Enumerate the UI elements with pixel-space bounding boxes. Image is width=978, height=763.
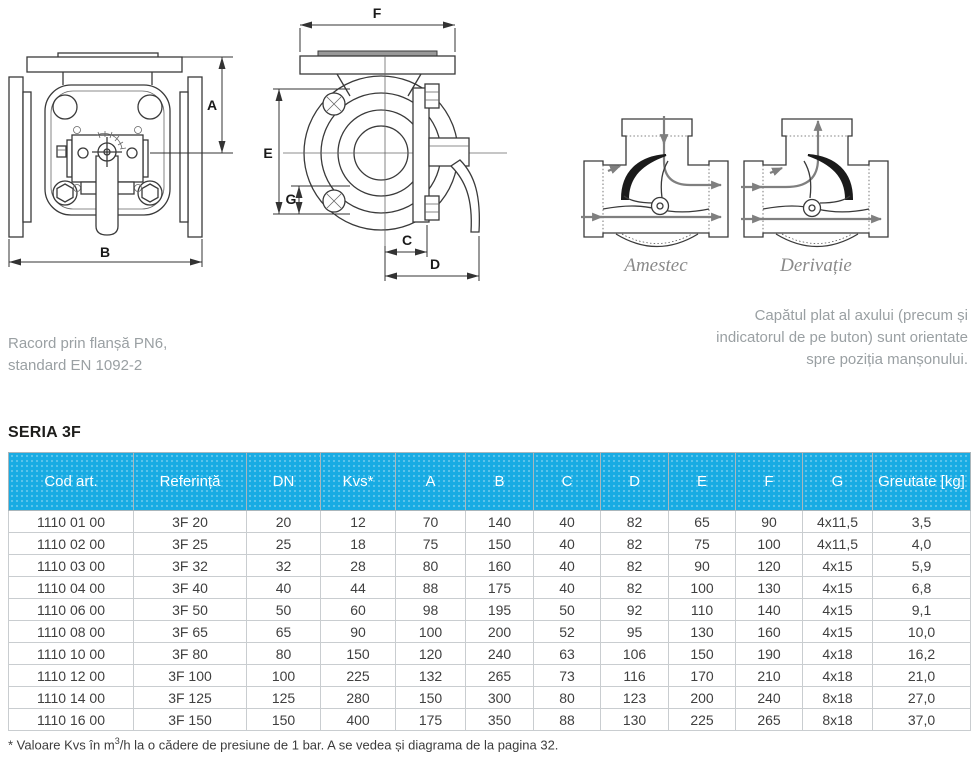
- table-cell: 52: [534, 621, 601, 643]
- table-cell: 150: [321, 643, 396, 665]
- table-cell: 1110 14 00: [9, 687, 134, 709]
- table-cell: 8x18: [803, 687, 873, 709]
- flange-note-line2: standard EN 1092-2: [8, 356, 143, 374]
- table-cell: 92: [601, 599, 669, 621]
- column-header: D: [601, 453, 669, 511]
- table-cell: 80: [534, 687, 601, 709]
- table-cell: 120: [396, 643, 466, 665]
- table-cell: 50: [534, 599, 601, 621]
- table-cell: 32: [247, 555, 321, 577]
- table-cell: 120: [736, 555, 803, 577]
- table-cell: 60: [321, 599, 396, 621]
- table-body: [9, 511, 971, 731]
- side-view-drawing: [255, 0, 535, 292]
- table-cell: 140: [466, 511, 534, 533]
- table-cell: 280: [321, 687, 396, 709]
- table-cell: 70: [396, 511, 466, 533]
- front-view-drawing: [5, 10, 240, 272]
- table-cell: 90: [321, 621, 396, 643]
- flow-label-diverting: Derivație: [780, 255, 852, 276]
- flow-diagram-mixing: [580, 113, 732, 257]
- table-cell: 40: [534, 577, 601, 599]
- table-cell: 130: [601, 709, 669, 731]
- table-cell: 88: [534, 709, 601, 731]
- top-plate: [27, 57, 182, 72]
- table-cell: 10,0: [873, 621, 971, 643]
- table-cell: 106: [601, 643, 669, 665]
- column-header: Cod art.: [9, 453, 134, 511]
- bolt-hole: [323, 190, 345, 212]
- table-cell: 18: [321, 533, 396, 555]
- column-header: Referință: [134, 453, 247, 511]
- table-cell: 4x15: [803, 555, 873, 577]
- table-cell: 88: [396, 577, 466, 599]
- table-cell: 80: [396, 555, 466, 577]
- dim-label-g: G: [285, 191, 297, 207]
- table-cell: 200: [669, 687, 736, 709]
- table-cell: 28: [321, 555, 396, 577]
- bolt-hole: [323, 93, 345, 115]
- table-cell: 40: [534, 511, 601, 533]
- table-cell: 265: [466, 665, 534, 687]
- flange-note: [8, 333, 308, 377]
- table-cell: 190: [736, 643, 803, 665]
- table-cell: 130: [669, 621, 736, 643]
- table-cell: 160: [466, 555, 534, 577]
- table-cell: 4x15: [803, 621, 873, 643]
- table-cell: 1110 04 00: [9, 577, 134, 599]
- table-cell: 9,1: [873, 599, 971, 621]
- table-cell: 50: [247, 599, 321, 621]
- table-row: [9, 533, 971, 555]
- right-flange: [188, 77, 202, 237]
- dim-label-a: A: [206, 97, 218, 113]
- side-handle: [451, 160, 479, 232]
- table-cell: 1110 06 00: [9, 599, 134, 621]
- table-cell: 400: [321, 709, 396, 731]
- table-cell: 3F 125: [134, 687, 247, 709]
- table-cell: 98: [396, 599, 466, 621]
- table-cell: 20: [247, 511, 321, 533]
- table-cell: 21,0: [873, 665, 971, 687]
- table-cell: 90: [736, 511, 803, 533]
- flange-gasket: [318, 51, 437, 56]
- table-cell: 195: [466, 599, 534, 621]
- table-row: [9, 621, 971, 643]
- table-row: [9, 687, 971, 709]
- table-cell: 1110 03 00: [9, 555, 134, 577]
- table-cell: 27,0: [873, 687, 971, 709]
- table-cell: 300: [466, 687, 534, 709]
- rotor-pivot: [652, 198, 669, 215]
- valve-handle: [96, 156, 118, 235]
- table-cell: 150: [247, 709, 321, 731]
- table-cell: 175: [466, 577, 534, 599]
- section-title: SERIA 3F: [8, 424, 82, 441]
- table-cell: 225: [321, 665, 396, 687]
- table-row: [9, 577, 971, 599]
- table-cell: 25: [247, 533, 321, 555]
- table-row: [9, 643, 971, 665]
- table-cell: 100: [247, 665, 321, 687]
- table-cell: 82: [601, 577, 669, 599]
- flange-note-line1: Racord prin flanșă PN6,: [8, 335, 168, 352]
- dim-label-b: B: [99, 244, 111, 260]
- table-cell: 65: [247, 621, 321, 643]
- table-cell: 65: [669, 511, 736, 533]
- table-cell: 40: [247, 577, 321, 599]
- column-header: A: [396, 453, 466, 511]
- table-cell: 73: [534, 665, 601, 687]
- table-cell: 80: [247, 643, 321, 665]
- table-row: [9, 709, 971, 731]
- footnote: [8, 736, 558, 752]
- table-cell: 100: [396, 621, 466, 643]
- table-cell: 150: [466, 533, 534, 555]
- table-cell: 82: [601, 533, 669, 555]
- table-cell: 110: [669, 599, 736, 621]
- table-cell: 150: [669, 643, 736, 665]
- table-cell: 75: [669, 533, 736, 555]
- table-row: [9, 555, 971, 577]
- table-cell: 3F 40: [134, 577, 247, 599]
- table-row: [9, 665, 971, 687]
- table-cell: 3F 100: [134, 665, 247, 687]
- table-cell: 16,2: [873, 643, 971, 665]
- table-cell: 3F 25: [134, 533, 247, 555]
- column-header: Greutate [kg]: [873, 453, 971, 511]
- table-cell: 125: [247, 687, 321, 709]
- table-cell: 150: [396, 687, 466, 709]
- dim-label-e: E: [263, 145, 273, 161]
- column-header: C: [534, 453, 601, 511]
- table-cell: 175: [396, 709, 466, 731]
- table-cell: 240: [466, 643, 534, 665]
- column-header: DN: [247, 453, 321, 511]
- table-cell: 1110 01 00: [9, 511, 134, 533]
- table-cell: 100: [669, 577, 736, 599]
- spec-table: [8, 452, 971, 731]
- table-cell: 160: [736, 621, 803, 643]
- table-cell: 240: [736, 687, 803, 709]
- column-header: B: [466, 453, 534, 511]
- table-cell: 140: [736, 599, 803, 621]
- handle-bracket: [429, 138, 469, 166]
- table-cell: 210: [736, 665, 803, 687]
- table-cell: 4x18: [803, 665, 873, 687]
- table-cell: 350: [466, 709, 534, 731]
- top-flange: [300, 56, 455, 74]
- table-cell: 1110 08 00: [9, 621, 134, 643]
- left-flange: [9, 77, 23, 237]
- rotor-pivot: [804, 200, 821, 217]
- table-cell: 44: [321, 577, 396, 599]
- table-cell: 4,0: [873, 533, 971, 555]
- table-cell: 1110 12 00: [9, 665, 134, 687]
- table-cell: 3F 20: [134, 511, 247, 533]
- table-cell: 3F 150: [134, 709, 247, 731]
- table-cell: 95: [601, 621, 669, 643]
- column-header: G: [803, 453, 873, 511]
- table-cell: 4x18: [803, 643, 873, 665]
- table-cell: 4x11,5: [803, 533, 873, 555]
- table-cell: 4x15: [803, 577, 873, 599]
- table-cell: 1110 16 00: [9, 709, 134, 731]
- table-cell: 82: [601, 555, 669, 577]
- table-cell: 6,8: [873, 577, 971, 599]
- column-header: E: [669, 453, 736, 511]
- table-cell: 12: [321, 511, 396, 533]
- table-cell: 4x11,5: [803, 511, 873, 533]
- table-cell: 8x18: [803, 709, 873, 731]
- table-cell: 116: [601, 665, 669, 687]
- table-cell: 40: [534, 533, 601, 555]
- table-cell: 265: [736, 709, 803, 731]
- table-cell: 225: [669, 709, 736, 731]
- dim-label-c: C: [401, 232, 413, 248]
- table-cell: 100: [736, 533, 803, 555]
- footnote-suffix: /h la o cădere de presiune de 1 bar. A se vedea și diagrama de la pagina 32.: [119, 737, 559, 753]
- table-cell: 40: [534, 555, 601, 577]
- footnote-superscript: 3: [114, 736, 120, 746]
- flow-label-mixing: Amestec: [624, 255, 688, 276]
- table-cell: 170: [669, 665, 736, 687]
- table-cell: 1110 02 00: [9, 533, 134, 555]
- table-header-row: [9, 453, 971, 511]
- table-cell: 1110 10 00: [9, 643, 134, 665]
- column-header: F: [736, 453, 803, 511]
- table-row: [9, 511, 971, 533]
- dim-label-d: D: [429, 256, 441, 272]
- column-header: Kvs*: [321, 453, 396, 511]
- table-cell: 3F 32: [134, 555, 247, 577]
- table-cell: 82: [601, 511, 669, 533]
- table-cell: 4x15: [803, 599, 873, 621]
- footnote-prefix: * Valoare Kvs în m: [8, 737, 115, 753]
- table-cell: 75: [396, 533, 466, 555]
- table-cell: 90: [669, 555, 736, 577]
- table-row: [9, 599, 971, 621]
- table-header: [9, 453, 971, 511]
- table-cell: 37,0: [873, 709, 971, 731]
- table-cell: 63: [534, 643, 601, 665]
- table-cell: 123: [601, 687, 669, 709]
- table-cell: 132: [396, 665, 466, 687]
- table-cell: 3F 50: [134, 599, 247, 621]
- table-cell: 3,5: [873, 511, 971, 533]
- dim-label-f: F: [372, 5, 382, 21]
- shaft-note: Capătul plat al axului (precum și indicatorul de pe buton) sunt orientate spre poziția manșonului.: [716, 307, 968, 368]
- table-cell: 5,9: [873, 555, 971, 577]
- table-cell: 200: [466, 621, 534, 643]
- table-cell: 130: [736, 577, 803, 599]
- table-cell: 3F 65: [134, 621, 247, 643]
- flow-diagram-diverting: [740, 113, 892, 257]
- table-cell: 3F 80: [134, 643, 247, 665]
